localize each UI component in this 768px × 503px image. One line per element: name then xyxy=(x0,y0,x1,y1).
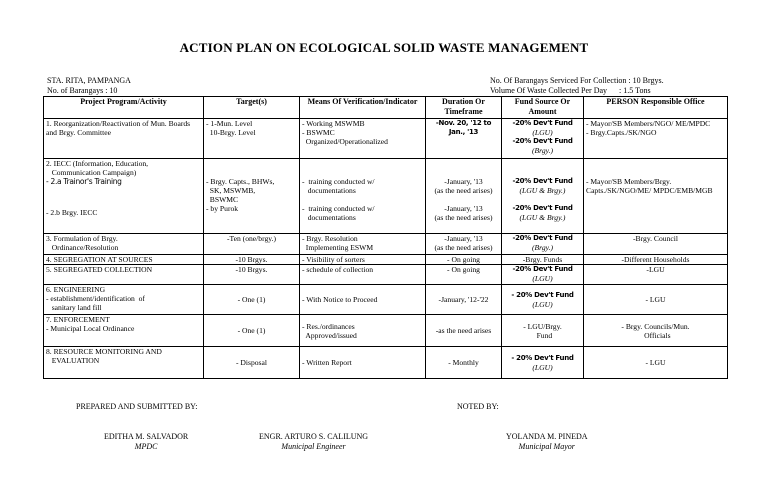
cell-target: - One (1) xyxy=(204,285,300,315)
signatory-name: YOLANDA M. PINEDA xyxy=(506,432,588,441)
table-row xyxy=(44,347,728,379)
cell-duration: - On going xyxy=(426,255,502,265)
table-row xyxy=(44,234,728,255)
table-row xyxy=(44,255,728,265)
target-a: - Brgy. Capts., BHWs, SK, MSWMB, BSWMC xyxy=(206,177,275,204)
signatory-mpdc xyxy=(104,432,188,451)
cell-duration xyxy=(426,159,502,234)
fund-sub: (LGU) xyxy=(532,274,553,283)
activity-text: 2. IECC (Information, Education, Communication Campaign) xyxy=(46,159,149,177)
cell-activity: 5. SEGREGATED COLLECTION xyxy=(44,265,204,285)
cell-duration: -Nov. 20, '12 to Jan., '13 xyxy=(426,119,502,159)
cell-target: -Ten (one/brgy.) xyxy=(204,234,300,255)
cell-target: - Disposal xyxy=(204,347,300,379)
table-row xyxy=(44,315,728,347)
cell-means: - With Notice to Proceed xyxy=(300,285,426,315)
cell-duration: -January, '13 (as the need arises) xyxy=(426,234,502,255)
serviced-label: No. Of Barangays Serviced For Collection : 10 Brgys. xyxy=(490,76,664,85)
fund-line: -20% Dev't Fund xyxy=(512,265,573,273)
cell-duration: -as the need arises xyxy=(426,315,502,347)
fund-sub: (LGU) xyxy=(532,299,553,309)
cell-means: - Brgy. Resolution Implementing ESWM xyxy=(300,234,426,255)
cell-fund: - LGU/Brgy. Fund xyxy=(502,315,584,347)
cell-fund xyxy=(502,285,584,315)
cell-fund xyxy=(502,234,584,255)
target-b: - by Purok xyxy=(206,204,239,213)
fund-line: -20% Dev't Fund xyxy=(512,234,573,242)
cell-fund xyxy=(502,159,584,234)
fund-line: -20% Dev't Fund xyxy=(512,204,573,212)
cell-duration: - On going xyxy=(426,265,502,285)
cell-fund xyxy=(502,347,584,379)
signatory-mayor xyxy=(506,432,588,451)
col-duration: Duration Or Timeframe xyxy=(426,97,502,119)
fund-sub: (LGU) xyxy=(532,362,553,372)
cell-person: - Mayor/SB Members/NGO/ ME/MPDC - Brgy.Capts./SK/NGO xyxy=(584,119,728,159)
fund-sub: (Brgy.) xyxy=(531,243,554,252)
barangay-count-label: No. of Barangays : 10 xyxy=(47,85,118,95)
cell-target: - One (1) xyxy=(204,315,300,347)
fund-sub: (LGU & Brgy.) xyxy=(519,186,566,195)
action-plan-table xyxy=(43,96,728,379)
cell-activity: 6. ENGINEERING - establishment/identification of sanitary land fill xyxy=(44,285,204,315)
cell-means: - Visibility of sorters xyxy=(300,255,426,265)
cell-activity: 4. SEGREGATION AT SOURCES xyxy=(44,255,204,265)
signatory-role: MPDC xyxy=(134,442,158,451)
subactivity-a: - 2.a Trainor's Training xyxy=(46,177,122,186)
cell-person xyxy=(584,159,728,234)
cell-fund: -Brgy. Funds xyxy=(502,255,584,265)
cell-fund xyxy=(502,119,584,159)
cell-means: - Working MSWMB - BSWMC Organized/Operationalized xyxy=(300,119,426,159)
fund-line: -20% Dev't Fund xyxy=(512,137,573,145)
means-b: - training conducted w/ documentations xyxy=(302,204,375,222)
table-header-row xyxy=(44,97,728,119)
col-activity: Project Program/Activity xyxy=(44,97,204,119)
means-a: - training conducted w/ documentations xyxy=(302,177,375,195)
fund-line: -20% Dev't Fund xyxy=(512,177,573,185)
cell-activity: 1. Reorganization/Reactivation of Mun. Boards and Brgy. Committee xyxy=(44,119,204,159)
table-row xyxy=(44,265,728,285)
header-right xyxy=(490,76,664,95)
cell-target: -10 Brgys. xyxy=(204,255,300,265)
cell-target xyxy=(204,159,300,234)
fund-sub: (LGU & Brgy.) xyxy=(519,213,566,222)
duration-a: -January, '13 (as the need arises) xyxy=(434,177,493,195)
signatory-name: ENGR. ARTURO S. CALILUNG xyxy=(259,432,369,441)
noted-by-label: NOTED BY: xyxy=(457,402,499,411)
header-left xyxy=(47,76,131,95)
cell-means: - Written Report xyxy=(300,347,426,379)
signatory-role: Municipal Engineer xyxy=(281,442,346,451)
cell-means xyxy=(300,159,426,234)
col-targets: Target(s) xyxy=(204,97,300,119)
cell-means: - schedule of collection xyxy=(300,265,426,285)
col-person: PERSON Responsible Office xyxy=(584,97,728,119)
cell-person: -Brgy. Council xyxy=(584,234,728,255)
fund-line: - 20% Dev't Fund xyxy=(511,353,574,362)
col-means: Means Of Verification/Indicator xyxy=(300,97,426,119)
cell-person: -LGU xyxy=(584,265,728,285)
table-row xyxy=(44,119,728,159)
subactivity-b: - 2.b Brgy. IECC xyxy=(46,208,98,217)
cell-target: -10 Brgys. xyxy=(204,265,300,285)
fund-line: -20% Dev't Fund xyxy=(512,119,573,127)
signatory-engineer xyxy=(259,432,368,451)
cell-person: - LGU xyxy=(584,285,728,315)
municipality-label: STA. RITA, PAMPANGA xyxy=(47,76,131,85)
cell-means: - Res./ordinances Approved/issued xyxy=(300,315,426,347)
cell-fund xyxy=(502,265,584,285)
prepared-by-label: PREPARED AND SUBMITTED BY: xyxy=(76,402,198,411)
cell-person: -Different Households xyxy=(584,255,728,265)
cell-activity: 7. ENFORCEMENT - Municipal Local Ordinance xyxy=(44,315,204,347)
duration-b: -January, '13 (as the need arises) xyxy=(434,204,493,222)
cell-activity xyxy=(44,159,204,234)
cell-duration: -January, '12-'22 xyxy=(426,285,502,315)
signatory-role: Municipal Mayor xyxy=(518,442,575,451)
cell-duration: - Monthly xyxy=(426,347,502,379)
signatory-name: EDITHA M. SALVADOR xyxy=(104,432,189,441)
volume-label: Volume Of Waste Collected Per Day : 1.5 Tons xyxy=(490,85,651,95)
cell-activity: 8. RESOURCE MONITORING AND EVALUATION xyxy=(44,347,204,379)
person-text: - Mayor/SB Members/Brgy. Capts./SK/NGO/ME/ MPDC/EMB/MGB xyxy=(586,177,713,195)
table-row xyxy=(44,159,728,234)
fund-line: - 20% Dev't Fund xyxy=(511,290,574,299)
cell-person: - LGU xyxy=(584,347,728,379)
fund-sub: (Brgy.) xyxy=(531,146,554,155)
table-row xyxy=(44,285,728,315)
cell-target: - 1-Mun. Level 10-Brgy. Level xyxy=(204,119,300,159)
document-title: ACTION PLAN ON ECOLOGICAL SOLID WASTE MANAGEMENT xyxy=(179,40,589,55)
cell-activity: 3. Formulation of Brgy. Ordinance/Resolution xyxy=(44,234,204,255)
fund-sub: (LGU) xyxy=(532,128,553,137)
col-fund: Fund Source Or Amount xyxy=(502,97,584,119)
cell-person: - Brgy. Councils/Mun. Officials xyxy=(584,315,728,347)
